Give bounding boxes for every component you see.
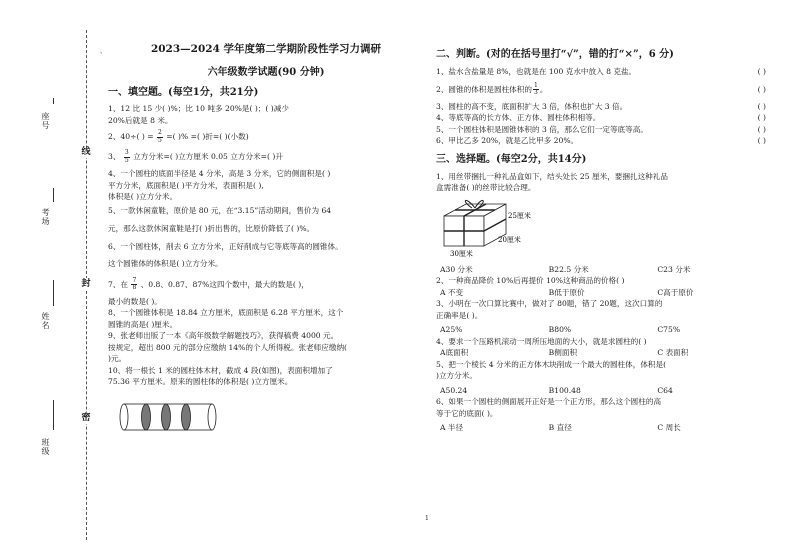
cut-char-feng: 封 [81,279,91,289]
fill-q8-line1: 8、一个圆锥体积是 18.84 立方厘米，底面积是 6.28 平方厘米，这个 [108,308,344,317]
judge-q6-text: 6、甲比乙多 20%，就是乙比甲多 20%。 [436,136,579,145]
fill-q6-line2: 这个圆锥体的体积是( )立方分米。 [108,259,223,268]
fraction-seven-eighths [131,278,137,292]
name-label: 姓名 [41,312,50,330]
choice-q1-option-b: B22.5 分米 [548,264,589,274]
fill-q6-line1: 6、一个圆柱体，削去 6 立方分米，正好削成与它等底等高的圆锥体。 [108,241,343,251]
fill-q5-line2: 元，那么这款休闲童鞋是打( )折出售的，比原价降低了( )%。 [108,224,315,233]
judge-q3 [436,101,766,113]
judge-q2 [436,82,766,98]
cut-section-3 [182,404,191,430]
fill-q10-line2: 75.36 平方厘米。原来的圆柱体的体积是( )立方厘米。 [108,377,293,386]
fill-q1-line1: 1、12 比 15 少( )%；比 10 吨多 20%是( )；( )减少 [108,104,289,113]
fill-q4-line1: 4、一个圆柱的底面半径是 4 分米，高是 3 分米，它的侧面积是( ) [108,169,331,178]
left-column [108,42,424,436]
judge-q2-paren: ( ) [757,84,766,94]
fraction-one-third [533,83,539,97]
judge-q1 [436,66,766,78]
choice-q4-option-a: A底面积 [440,348,469,357]
cylinder-cut-figure [118,396,228,436]
choice-q5-option-c: C64 [657,385,673,395]
judge-q5-text: 5、一个圆柱体积是圆锥体积的 3 倍，那么它们一定等底等高。 [436,124,648,134]
choice-q2-options [436,287,766,299]
choice-q1-line1: 1、用丝带捆扎一种礼品盒如下，结头处长 25 厘米，要捆扎这种礼品 [436,171,668,181]
corner-mark: 、 [100,48,107,55]
cylinder-right-end [208,404,216,430]
fill-q7-line2: 最小的数是( )。 [108,296,162,306]
choice-q5-line1: 5、把一个棱长 4 分米的正方体木块削成一个最大的圆柱体，体积是( [436,359,667,369]
fill-q3-part2: 立方分米=( )立方厘米 0.05 立方分米=( )升 [133,152,283,161]
exam-room-blank [53,188,54,202]
exam-title: 2023—2024 学年度第二学期阶段性学习力调研 [150,43,382,55]
choice-q2-option-b: B低于原价 [548,287,585,297]
fraction-numerator: 2 [158,129,162,136]
section-choice-heading: 三、选择题。(每空2分，共14分) [436,153,587,165]
fill-q7-part2: 、0.8、0.87、87%这四个数中，最大的数是( )， [140,279,309,289]
choice-q3-option-c: C75% [657,325,681,334]
choice-q5-options [436,385,766,397]
fill-q3-part1: 3、 [108,152,121,161]
fraction-denominator: 3 [533,89,538,96]
cylinder-left-end [120,404,128,430]
fill-q10-line1: 10、将一根长 1 米的圆柱体木材，截成 4 段(如图)，表面积增加了 [108,365,333,375]
class-label: 班级 [41,438,50,456]
choice-q4-line: 4、要求一个压路机滚动一周所压地面的大小，就是求圆柱的( ) [436,336,647,346]
fraction-denominator: 5 [124,156,129,164]
choice-q1-line2: 盒需准备( )的丝带比较合理。 [436,183,536,192]
choice-questions [436,171,766,434]
choice-q3-option-a: A25% [440,325,463,334]
judge-q3-text: 3、圆柱的高不变，底面积扩大 3 倍，体积也扩大 3 倍。 [436,101,628,111]
choice-q5-option-a: A50.24 [440,385,468,395]
judge-q6-paren: ( ) [757,136,766,145]
judge-q4 [436,112,766,124]
fraction-denominator: 5 [158,136,162,144]
fraction-three-fifths [124,150,130,164]
fill-q2-part2: =( )% =( )折=( )(小数) [166,132,249,141]
choice-q1-options [436,264,766,276]
choice-q5-option-b: B100.48 [548,385,581,395]
judge-q2-text-wrap [436,82,547,98]
fraction-denominator: 8 [132,284,137,291]
judge-q1-paren: ( ) [757,67,766,76]
choice-q2-option-c: C高于原价 [657,287,694,297]
judge-q2-text: 2、圆锥的体积是圆柱体积的 [436,84,532,94]
choice-q5-line2: )立方分米。 [436,371,477,380]
binding-margin [0,0,108,560]
choice-q4-option-b: B侧面积 [548,348,578,357]
judge-q4-paren: ( ) [757,113,766,122]
name-blank [53,280,54,306]
cut-section-1 [142,404,151,430]
choice-q2-option-a: A 不变 [440,287,464,297]
choice-q4-options [436,347,766,359]
choice-q1-option-c: C23 分米 [657,264,691,274]
choice-q3-options [436,324,766,336]
seat-number-label: 座号 [41,112,50,130]
choice-q6-option-a: A 半径 [440,423,464,432]
judge-q3-paren: ( ) [757,101,766,111]
seat-number-blank [53,98,54,104]
fraction-numerator: 1 [533,81,538,89]
section-judge-heading: 二、判断。(对的在括号里打“√”，错的打“×”，6 分) [436,49,674,60]
fill-q4-line2: 平方分米，底面积是( )平方分米，表面积是( ), [108,180,264,190]
exam-room-label: 考场 [41,208,50,226]
fill-q2-part1: 2、40÷( ) = [108,132,154,141]
choice-q6-options [436,422,766,434]
choice-q3-line2: 正确率是( )。 [436,310,483,320]
choice-q6-option-c: C 周长 [657,423,681,432]
fill-q9-line2: 按规定，超出 800 元的部分应缴纳 14%的个人所得税。张老师应缴纳( [108,342,348,352]
fill-q8-line2: 圆锥的高是( )厘米。 [108,319,178,329]
choice-q1-option-a: A30 分米 [440,264,473,274]
fill-q7-line1 [108,278,424,292]
fraction-two-fifths [157,130,163,144]
cut-char-mi: 密 [81,413,91,423]
dim-label-30: 30厘米 [450,249,473,258]
fraction-numerator: 7 [132,276,137,284]
fill-q3-line [108,150,424,164]
exam-subtitle: 六年级数学试题(90 分钟) [207,67,325,78]
cut-section-2 [162,404,171,430]
judge-q1-text: 1、盐水含盐量是 8%，也就是在 100 克水中放入 8 克盐。 [436,67,637,76]
class-blank [53,400,54,430]
judge-q2-tail: 。 [539,84,548,94]
choice-q3-line1: 3、小明在一次口算比赛中，做对了 80题，错了 20题，这次口算的 [436,299,663,308]
fill-q5-line1: 5、一款休闲童鞋，原价是 80 元，在“3.15”活动期间，售价为 64 [108,205,332,215]
choice-q3-option-b: B80% [548,325,572,334]
gift-box-figure [436,196,576,260]
judge-q5 [436,124,766,136]
right-column [436,48,766,434]
fill-q9-line3: )元。 [108,354,127,363]
choice-q6-line2: 等于它的底面( )。 [436,408,498,418]
fill-questions [108,103,424,388]
judge-q5-paren: ( ) [757,124,766,134]
fill-q4-line3: 体积是( )立方分米。 [108,192,178,201]
fill-q2-line [108,130,424,144]
fill-q9-line1: 9、张老师出版了一本《高年级数学解题技巧》，获得稿费 4000 元。 [108,331,339,340]
fill-q7-part1: 7、在 [108,279,129,289]
cut-char-xian: 线 [81,147,91,157]
dim-label-20: 20厘米 [498,235,521,244]
section-fill-heading: 一、填空题。(每空1分，共21分) [108,87,259,98]
choice-q6-option-b: B 直径 [548,423,572,432]
page-number: 1 [425,515,429,522]
choice-q4-option-c: C 表面积 [657,348,689,357]
choice-q2-line: 2、一种商品降价 10%后再提价 10%这种商品的价格( ) [436,276,625,285]
judge-q4-text: 4、等底等高的长方体、正方体、圆柱体积相等。 [436,113,601,122]
dim-label-25: 25厘米 [508,211,531,220]
judge-q6 [436,135,766,147]
fill-q1-line2: 20%后就是 8 米。 [108,115,173,125]
fraction-numerator: 3 [124,149,129,156]
judge-questions [436,66,766,147]
choice-q6-line1: 6、如果一个圆柱的侧面展开正好是一个正方形，那么这个圆柱的高 [436,397,662,406]
